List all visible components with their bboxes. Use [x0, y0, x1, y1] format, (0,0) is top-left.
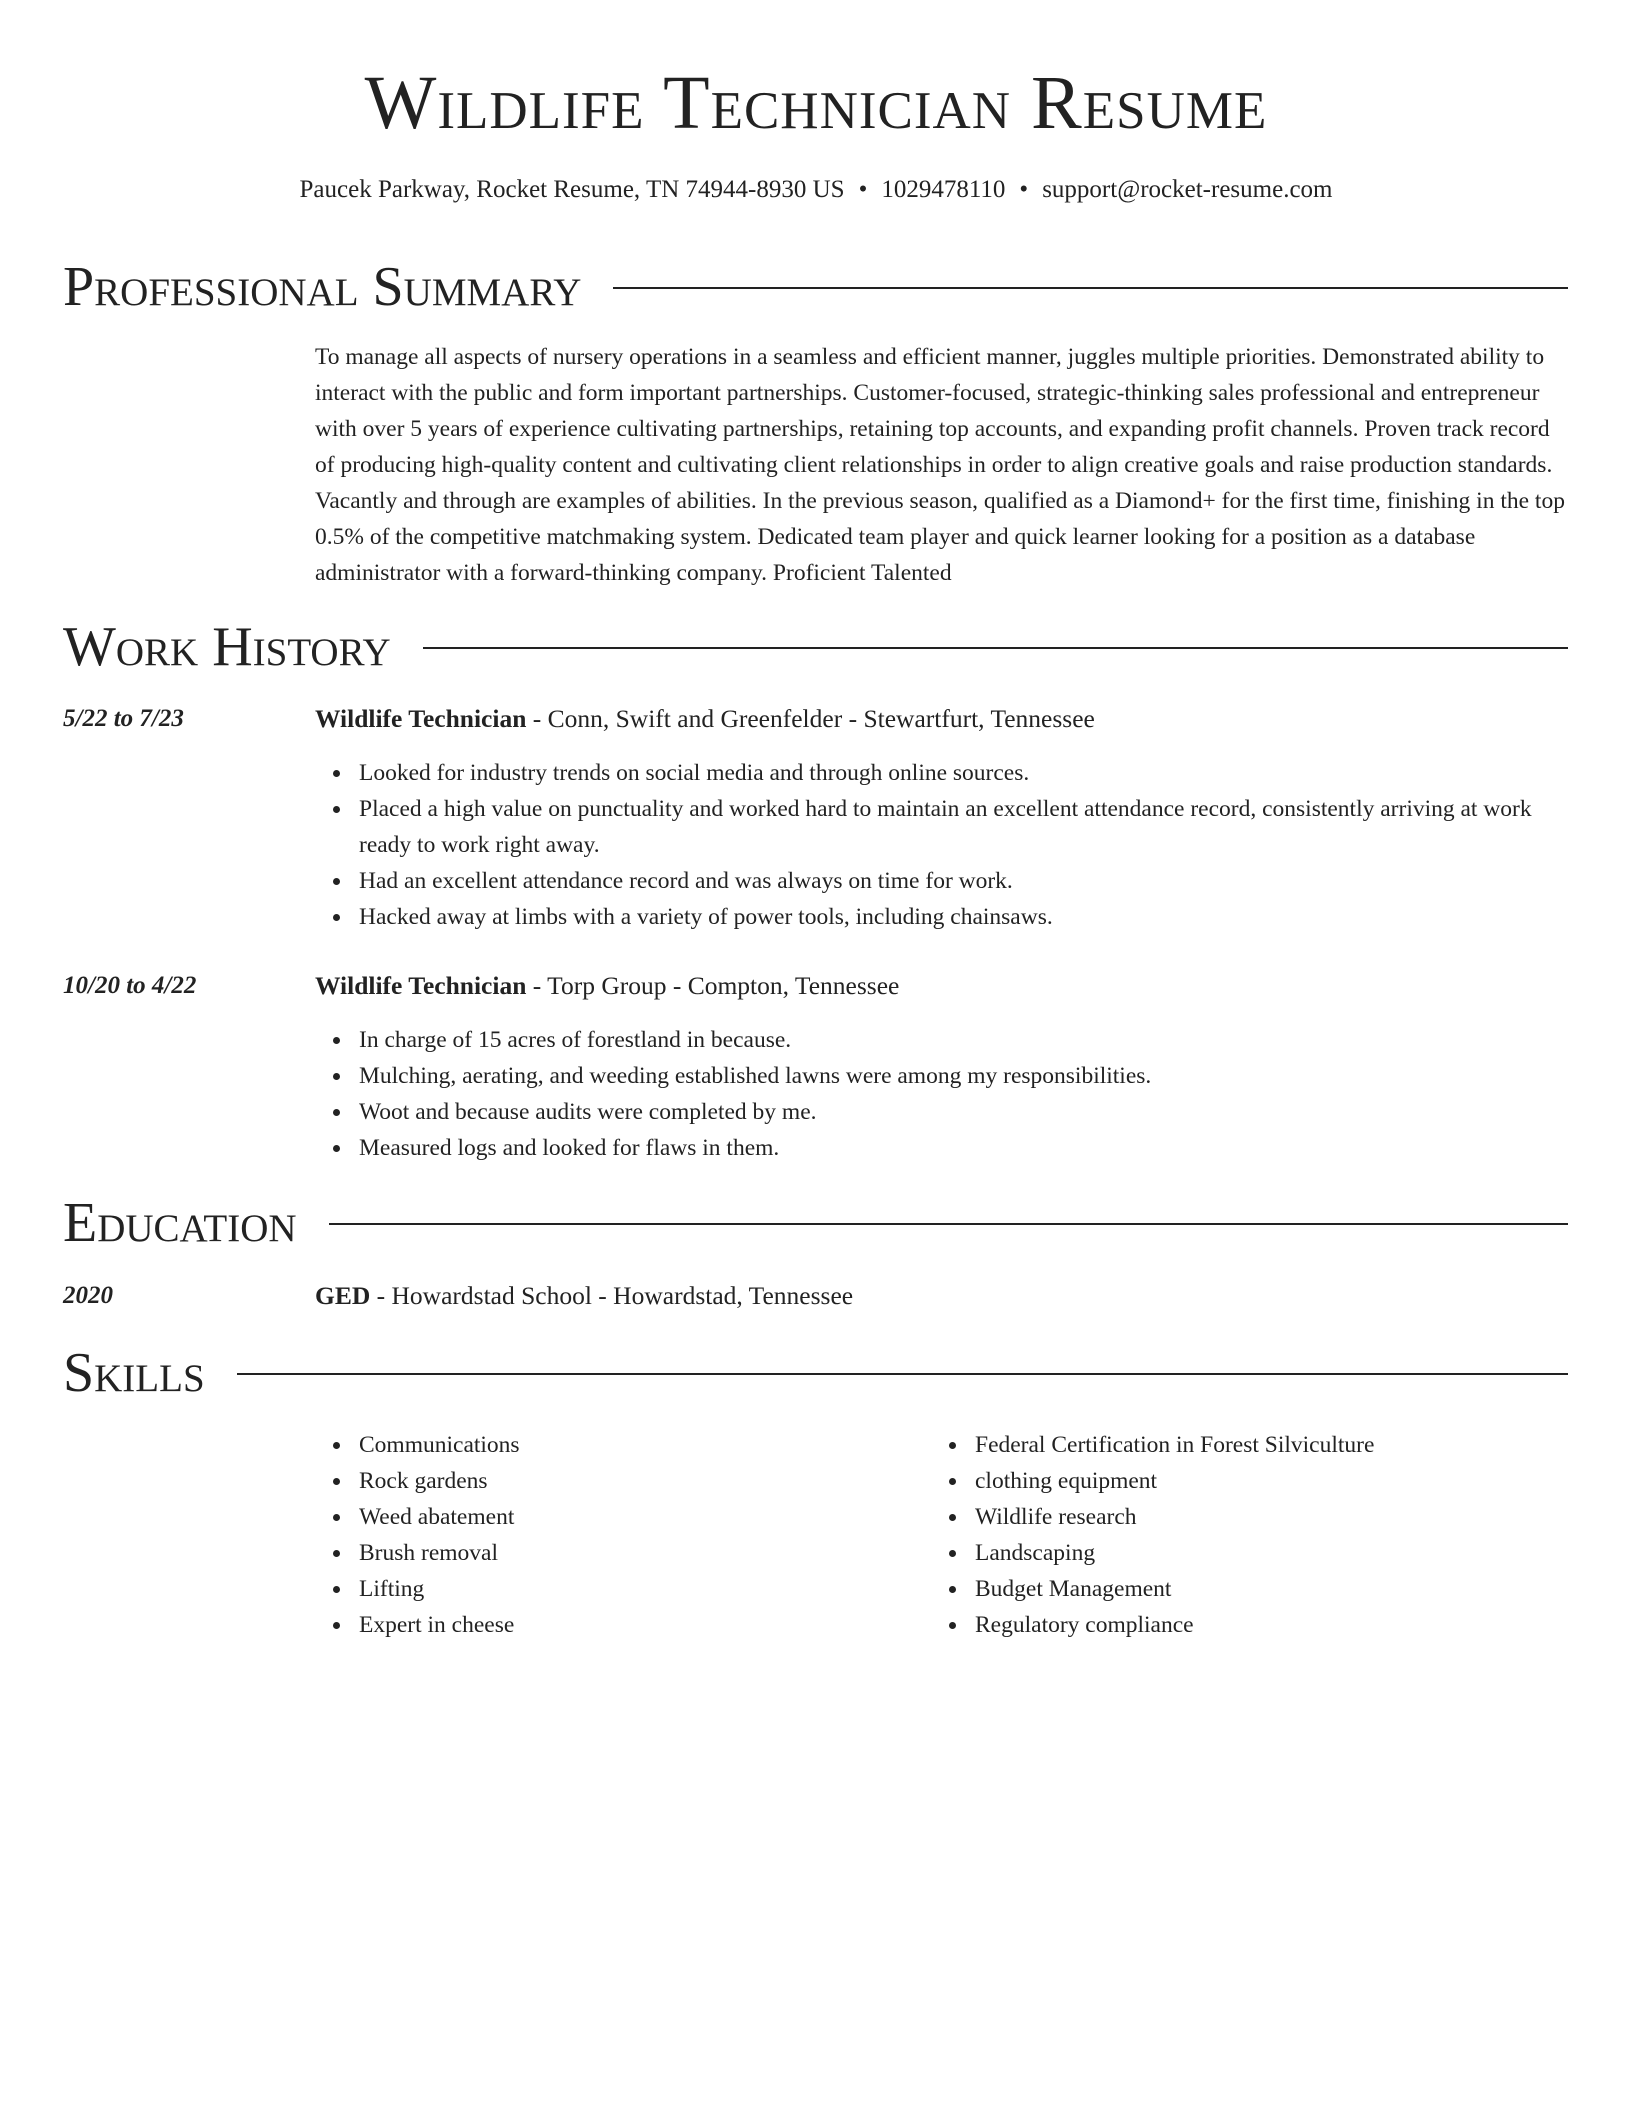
list-item: Woot and because audits were completed by me.	[359, 1094, 1565, 1130]
section-divider	[237, 1373, 1568, 1375]
skill-item: Weed abatement	[359, 1499, 1565, 1535]
section-title: Education	[63, 1192, 297, 1254]
resume-title: Wildlife Technician Resume	[364, 61, 1268, 145]
education-year: 2020	[63, 1282, 113, 1309]
separator-dot: •	[1019, 176, 1029, 203]
contact-line	[0, 174, 1632, 206]
email-address: support@rocket-resume.com	[1042, 176, 1333, 203]
job-employer: - Torp Group - Compton, Tennessee	[526, 971, 900, 1000]
job-heading	[315, 702, 1095, 736]
job-dates: 5/22 to 7/23	[63, 705, 184, 732]
list-item: Had an excellent attendance record and was always on time for work.	[359, 863, 1565, 899]
job-bullets	[315, 1022, 1565, 1166]
job-heading	[315, 969, 899, 1003]
list-item: Measured logs and looked for flaws in them.	[359, 1130, 1565, 1166]
education-section-heading	[63, 1191, 1568, 1255]
skill-item: Lifting	[359, 1571, 1565, 1607]
summary-text: To manage all aspects of nursery operations in a seamless and efficient manner, juggles multiple priorities. Demonstrated ability to interact with the public and form important partnerships. Customer-focused, strategic-thinking sales professional and entrepreneur with over 5 years of experience cultivating partnerships, retaining top accounts, and expanding profit channels. Proven track record of producing high-quality content and cultivating client relationships in order to align creative goals and raise production standards. Vacantly and through are examples of abilities. In the previous season, qualified as a Diamond+ for the first time, finishing in the top 0.5% of the competitive matchmaking system. Dedicated team player and quick learner looking for a position as a database administrator with a forward-thinking company. Proficient Talented	[315, 344, 1565, 586]
education-entry	[315, 1279, 853, 1313]
skills-list-right	[931, 1427, 1632, 1643]
list-item: Placed a high value on punctuality and worked hard to maintain an excellent attendance record, consistently arriving at work ready to work right away.	[359, 791, 1565, 863]
school-details: - Howardstad School - Howardstad, Tennessee	[370, 1281, 854, 1310]
list-item: In charge of 15 acres of forestland in because.	[359, 1022, 1565, 1058]
skills-section-heading	[63, 1341, 1568, 1405]
skill-item: Communications	[359, 1427, 1565, 1463]
skill-item: Rock gardens	[359, 1463, 1565, 1499]
skill-item: clothing equipment	[975, 1463, 1632, 1499]
degree: GED	[315, 1281, 371, 1310]
job-bullets	[315, 755, 1565, 935]
skill-item: Budget Management	[975, 1571, 1632, 1607]
summary-section-heading	[63, 255, 1568, 319]
address: Paucek Parkway, Rocket Resume, TN 74944-8930 US	[299, 176, 845, 203]
skill-item: Federal Certification in Forest Silviculture	[975, 1427, 1632, 1463]
section-divider	[613, 287, 1568, 289]
skill-item: Brush removal	[359, 1535, 1565, 1571]
list-item: Mulching, aerating, and weeding established lawns were among my responsibilities.	[359, 1058, 1565, 1094]
job-dates: 10/20 to 4/22	[63, 972, 197, 999]
job-title: Wildlife Technician	[315, 971, 527, 1000]
job-title: Wildlife Technician	[315, 704, 527, 733]
skill-item: Wildlife research	[975, 1499, 1632, 1535]
work-history-section-heading	[63, 615, 1568, 679]
list-item: Hacked away at limbs with a variety of power tools, including chainsaws.	[359, 899, 1565, 935]
job-employer: - Conn, Swift and Greenfelder - Stewartfurt, Tennessee	[526, 704, 1095, 733]
section-title: Skills	[63, 1342, 205, 1404]
section-title: Professional Summary	[63, 256, 582, 318]
skill-item: Regulatory compliance	[975, 1607, 1632, 1643]
separator-dot: •	[858, 176, 868, 203]
section-title: Work History	[63, 616, 391, 678]
section-divider	[329, 1223, 1568, 1225]
phone-number: 1029478110	[881, 176, 1006, 203]
skill-item: Expert in cheese	[359, 1607, 1565, 1643]
skill-item: Landscaping	[975, 1535, 1632, 1571]
list-item: Looked for industry trends on social media and through online sources.	[359, 755, 1565, 791]
section-divider	[423, 647, 1568, 649]
